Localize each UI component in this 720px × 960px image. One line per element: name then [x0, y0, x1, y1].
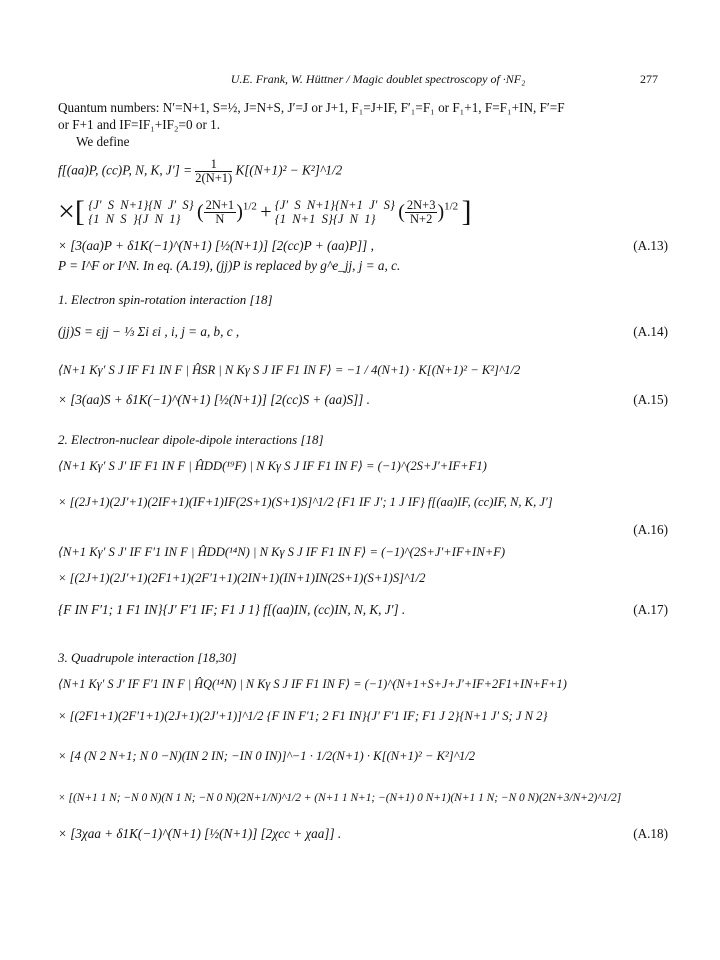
eq-a13-fraction: [195, 158, 232, 185]
quantum-numbers-line-1: Quantum numbers: N′=N+1, S=½, J=N+S, J′=J or J+1, F₁=J+IF, F′₁=F₁ or F₁+1, F=F₁+IN, F′=F: [58, 100, 565, 115]
eq-a13-line-3: × [3(aa)P + δ1K(−1)^(N+1) [½(N+1)] [2(cc)P + (aa)P]] ,: [58, 238, 374, 253]
eq-a13-note: P = I^F or I^N. In eq. (A.19), (jj)P is replaced by g^e_jj, j = a, c.: [58, 258, 401, 273]
eq-a17-line-1: ⟨N+1 Kγ′ S J′ IF F′1 IN F | ĤDD(¹⁴N) | N Kγ S J IF F1 IN F⟩ = (−1)^(2S+J′+IF+IN+F): [58, 545, 506, 559]
eq-a18-line-3: × [4 (N 2 N+1; N 0 −N)(IN 2 IN; −IN 0 IN)]^−1 · 1/2(N+1) · K[(N+1)² − K²]^1/2: [58, 749, 476, 763]
eq-a13-frac-num: 1: [195, 158, 232, 172]
eq-a13-frac-den: 2(N+1): [195, 171, 233, 185]
eq-a18-line-4: × [(N+1 1 N; −N 0 N)(N 1 N; −N 0 N)(2N+1/N)^1/2 + (N+1 1 N+1; −(N+1) 0 N+1)(N+1 1 N; −N 0 N)(2N+3/N+2)^1/2]: [58, 792, 622, 804]
eq-a16-line-2: × [(2J+1)(2J′+1)(2IF+1)(IF+1)IF(2S+1)(S+1)S]^1/2 {F1 IF J′; 1 J IF} f[(aa)IF, (cc)IF, N, K, J′]: [58, 495, 553, 509]
eq-a13-rhs: K[(N+1)² − K²]^1/2: [235, 162, 343, 178]
section-2-title: 2. Electron-nuclear dipole-dipole interactions [18]: [58, 432, 324, 447]
eq-a16-label: (A.16): [633, 522, 668, 537]
eq-a15-label: (A.15): [633, 392, 668, 407]
eq-a18-line-5: × [3χaa + δ1K(−1)^(N+1) [½(N+1)] [2χcc + χaa]] .: [58, 826, 342, 841]
eq-a14-label: (A.14): [633, 324, 668, 339]
eq-a18-line-2: × [(2F1+1)(2F′1+1)(2J+1)(2J′+1)]^1/2 {F IN F′1; 2 F1 IN}{J′ F′1 IF; F1 J 2}{N+1 J′ S; J N 2}: [58, 709, 548, 723]
eq-a17-line-2: × [(2J+1)(2J′+1)(2F1+1)(2F′1+1)(2IN+1)(IN+1)IN(2S+1)(S+1)S]^1/2: [58, 571, 426, 585]
eq-a13-label: (A.13): [633, 238, 668, 253]
eq-a16-line-1: ⟨N+1 Kγ′ S J′ IF F1 IN F | ĤDD(¹⁹F) | N Kγ S J IF F1 IN F⟩ = (−1)^(2S+J′+IF+F1): [58, 459, 487, 473]
page-number: 277: [640, 72, 658, 86]
eq-a15-line-1: ⟨N+1 Kγ′ S J IF F1 IN F | ĤSR | N Kγ S J IF F1 IN F⟩ = −1 / 4(N+1) · K[(N+1)² − K²]^1/2: [58, 363, 521, 377]
running-title: U.E. Frank, W. Hüttner / Magic doublet spectroscopy of ·NF₂: [230, 72, 526, 86]
eq-a13-lhs: f[(aa)P, (cc)P, N, K, J′] =: [58, 162, 192, 178]
eq-a18-line-1: ⟨N+1 Kγ′ S J′ IF F′1 IN F | ĤQ(¹⁴N) | N Kγ S J IF F1 IN F⟩ = (−1)^(N+1+S+J+J′+IF+2F1+IN+F+1): [58, 677, 567, 691]
eq-a17-label: (A.17): [633, 602, 668, 617]
eq-a14: (jj)S = εjj − ⅓ Σi εi , i, j = a, b, c ,: [58, 324, 240, 339]
eq-a13-lhs-line: [58, 158, 668, 185]
eq-a17-line-3: {F IN F′1; 1 F1 IN}{J′ F′1 IF; F1 J 1} f[(aa)IN, (cc)IN, N, K, J′] .: [58, 602, 406, 617]
quantum-numbers-line-2: or F+1 and IF=IF₁+IF₂=0 or 1.: [58, 117, 221, 132]
eq-a13-sixj-line: ×[ {J′ S N+1}{N J′ S} {1 N S }{J N 1} ( $\frac{2N+1}{N}$ )$^{1/2}$ + {J′ S N+1}{N+1 J′ S} {1 N+1 S}{J N 1} ( $\frac{2N+3}{N+2}$ )$^{1/2}$ ]: [58, 195, 472, 228]
eq-a15-line-2: × [3(aa)S + δ1K(−1)^(N+1) [½(N+1)] [2(cc)S + (aa)S]] .: [58, 392, 370, 407]
eq-a18-label: (A.18): [633, 826, 668, 841]
section-1-title: 1. Electron spin-rotation interaction [18]: [58, 292, 273, 307]
section-3-title: 3. Quadrupole interaction [18,30]: [58, 650, 237, 665]
we-define: We define: [76, 134, 130, 149]
